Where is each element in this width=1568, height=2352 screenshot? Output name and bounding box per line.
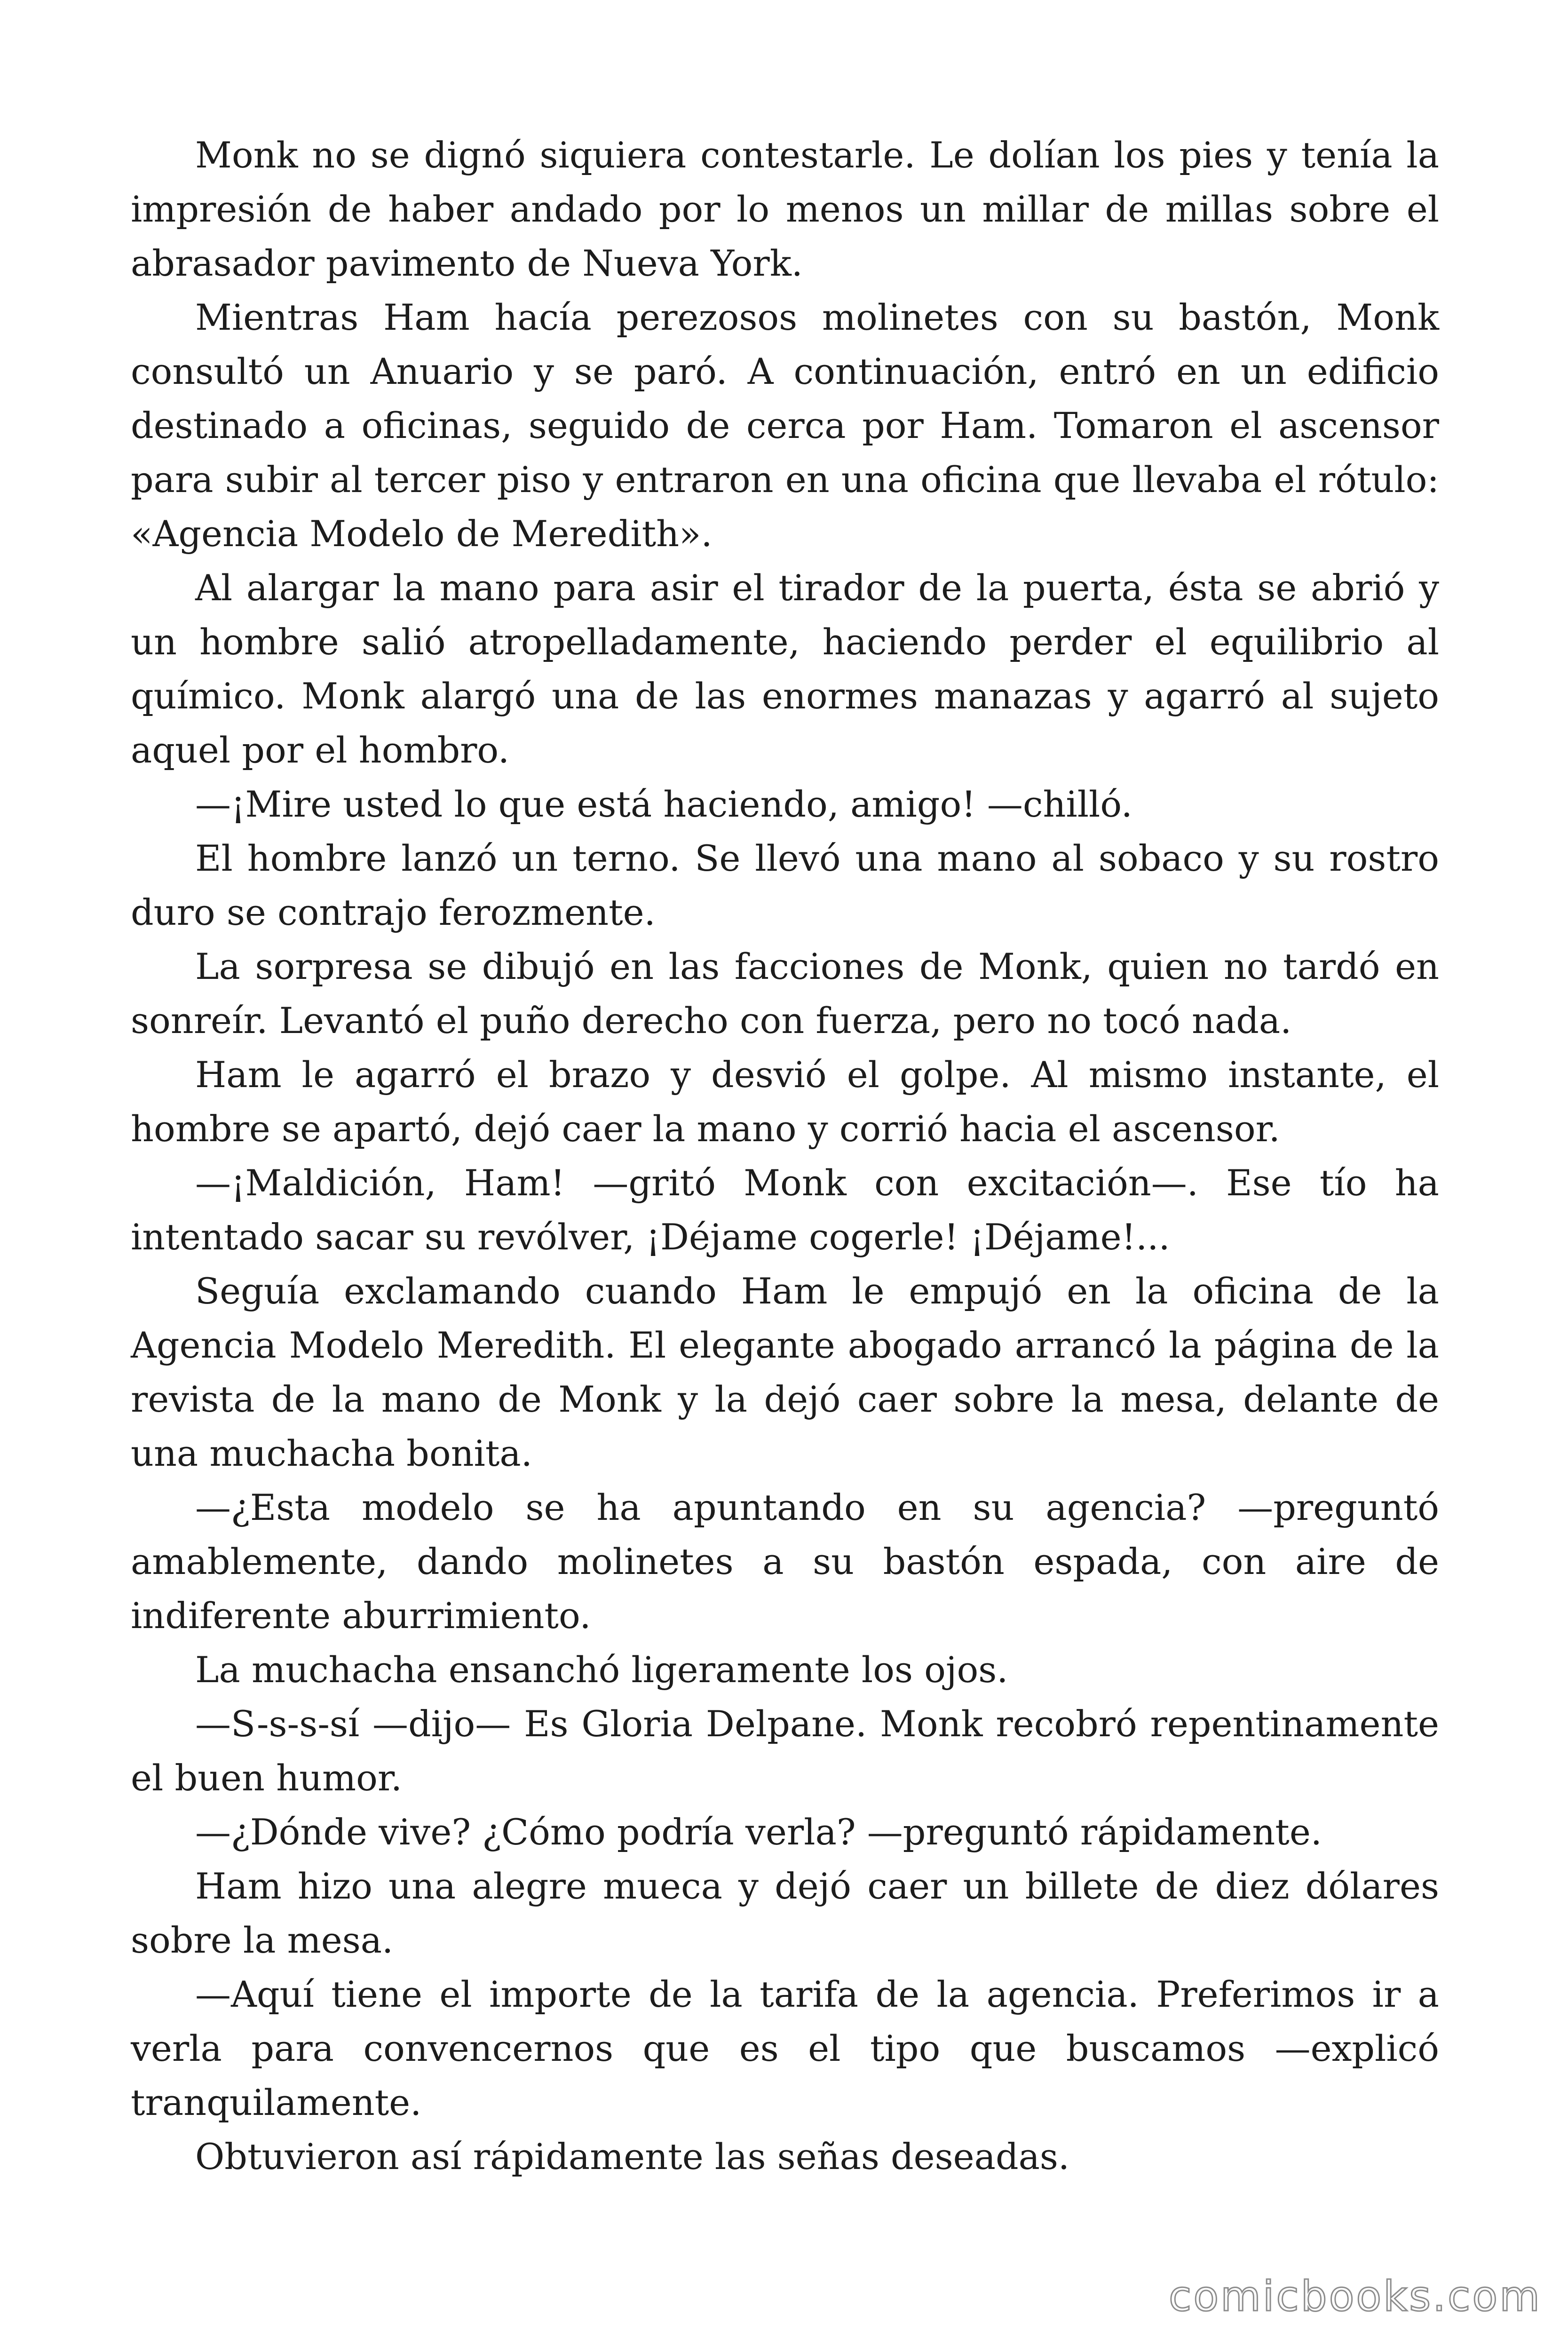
paragraph: Monk no se dignó siquiera contestarle. Le dolían los pies y tenía la impresión de haber andado por lo menos un millar de millas sobre el abrasador pavimento de Nueva York. bbox=[131, 134, 1439, 284]
paragraph: —Aquí tiene el importe de la tarifa de la agencia. Preferimos ir a verla para convencernos que es el tipo que buscamos —explicó tranquilamente. bbox=[131, 1973, 1439, 2123]
paragraph: —¡Mire usted lo que está haciendo, amigo! —chilló. bbox=[195, 783, 1132, 825]
watermark: comicbooks.com bbox=[1168, 2272, 1542, 2320]
paragraph: La sorpresa se dibujó en las facciones de Monk, quien no tardó en sonreír. Levantó el puño derecho con fuerza, pero no tocó nada. bbox=[131, 946, 1439, 1041]
paragraph: —¿Esta modelo se ha apuntando en su agencia? —preguntó amablemente, dando molinetes a su bastón espada, con aire de indiferente aburrimiento. bbox=[131, 1486, 1439, 1637]
paragraph: Ham le agarró el brazo y desvió el golpe. Al mismo instante, el hombre se apartó, dejó caer la mano y corrió hacia el ascensor. bbox=[131, 1054, 1439, 1150]
paragraph: Al alargar la mano para asir el tirador de la puerta, ésta se abrió y un hombre salió atropelladamente, haciendo perder el equilibrio al químico. Monk alargó una de las enormes manazas y agarró al sujeto aquel por el hombro. bbox=[131, 567, 1439, 771]
paragraph: Ham hizo una alegre mueca y dejó caer un billete de diez dólares sobre la mesa. bbox=[131, 1865, 1439, 1961]
paragraph: El hombre lanzó un terno. Se llevó una mano al sobaco y su rostro duro se contrajo ferozmente. bbox=[131, 837, 1439, 933]
paragraph: —¡Maldición, Ham! —gritó Monk con excitación—. Ese tío ha intentado sacar su revólver, ¡Déjame cogerle! ¡Déjame!... bbox=[131, 1162, 1439, 1258]
paragraph: —S-s-s-sí —dijo— Es Gloria Delpane. Monk recobró repentinamente el buen humor. bbox=[131, 1703, 1439, 1799]
page-text bbox=[131, 128, 1439, 2184]
paragraph: Seguía exclamando cuando Ham le empujó en la oficina de la Agencia Modelo Meredith. El elegante abogado arrancó la página de la revista de la mano de Monk y la dejó caer sobre la mesa, delante de una muchacha bonita. bbox=[131, 1270, 1439, 1474]
paragraph: Obtuvieron así rápidamente las señas deseadas. bbox=[195, 2136, 1070, 2177]
paragraph: La muchacha ensanchó ligeramente los ojos. bbox=[195, 1649, 1008, 1691]
paragraph: Mientras Ham hacía perezosos molinetes con su bastón, Monk consultó un Anuario y se paró. A continuación, entró en un edificio destinado a oficinas, seguido de cerca por Ham. Tomaron el ascensor para subir al tercer piso y entraron en una oficina que llevaba el rótulo: «Agencia Modelo de Meredith». bbox=[131, 296, 1439, 555]
paragraph: —¿Dónde vive? ¿Cómo podría verla? —preguntó rápidamente. bbox=[195, 1811, 1322, 1853]
